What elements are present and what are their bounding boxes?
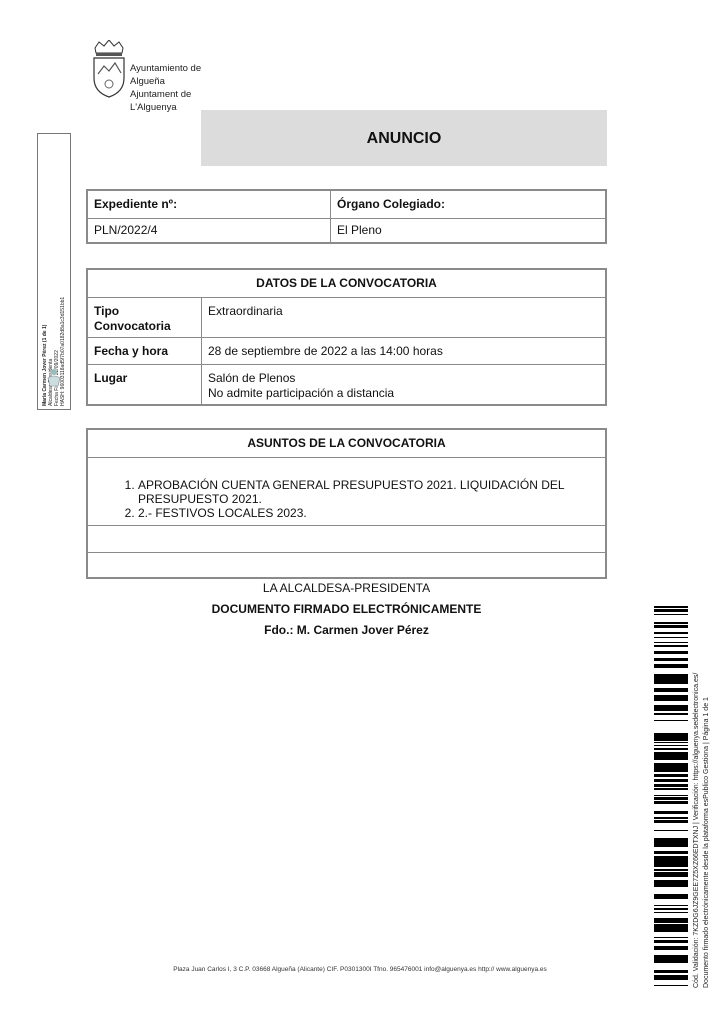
- verification-code: Cód. Validación: 7KZDG6JZ9GEE7Z5XZ66EDTXNJ | Verificación: https://alguenya.sedelectronica.es/: [693, 672, 700, 988]
- verification-platform: Documento firmado electrónicamente desde la plataforma esPublico Gestiona | Página 1 de 1: [703, 697, 710, 988]
- lugar-label: Lugar: [94, 371, 128, 385]
- datos-heading: DATOS DE LA CONVOCATORIA: [256, 276, 437, 290]
- asuntos-table: [86, 428, 607, 579]
- fecha-label: Fecha y hora: [94, 344, 169, 358]
- datos-row-tipo: [88, 298, 605, 338]
- expediente-table: [86, 189, 607, 244]
- org-name-es: Ayuntamiento de Algueña: [130, 63, 202, 87]
- agenda-item: 2. 2.- FESTIVOS LOCALES 2023.: [138, 506, 569, 520]
- expediente-value-row: [88, 219, 605, 242]
- datos-heading-row: [88, 270, 605, 298]
- signature-name: Fdo.: M. Carmen Jover Pérez: [264, 623, 429, 637]
- asuntos-items-row: [88, 458, 605, 526]
- title-band: [201, 110, 607, 166]
- lugar-value-line2: No admite participación a distancia: [208, 386, 395, 400]
- asuntos-heading-row: [88, 430, 605, 458]
- page-title: ANUNCIO: [366, 130, 442, 147]
- asuntos-empty-row: [88, 553, 605, 577]
- stamp-signer: María Carmen Jover Pérez (1 de 1): [42, 324, 48, 406]
- signature-role: LA ALCALDESA-PRESIDENTA: [262, 581, 431, 595]
- organo-label: Órgano Colegiado:: [337, 197, 445, 211]
- agenda-item: 1. APROBACIÓN CUENTA GENERAL PRESUPUESTO 2021. LIQUIDACIÓN DEL PRESUPUESTO 2021.: [138, 478, 569, 506]
- agenda-list: [88, 478, 605, 520]
- tipo-label: Tipo Convocatoria: [94, 304, 171, 333]
- tipo-value: Extraordinaria: [208, 304, 283, 318]
- organo-value: El Pleno: [337, 223, 382, 237]
- municipal-logo: [90, 40, 210, 113]
- org-name-val: Ajuntament de L'Alguenya: [130, 89, 192, 113]
- asuntos-heading: ASUNTOS DE LA CONVOCATORIA: [247, 436, 446, 450]
- datos-table: [86, 268, 607, 406]
- fecha-value: 28 de septiembre de 2022 a las 14:00 horas: [208, 344, 443, 358]
- asuntos-empty-row: [88, 526, 605, 553]
- coat-of-arms-icon: [90, 40, 128, 98]
- verification-text: [692, 608, 712, 988]
- stamp-hash: HASH: 96003118ad5f7b07a0182d8a1c3d151bb1: [60, 296, 66, 406]
- expediente-label: Expediente nº:: [94, 197, 178, 211]
- footer-address: Plaza Juan Carlos I, 3 C.P. 03668 Algueña (Alicante) CIF. P0301300I Tfno. 965476001 info@alguenya.es http:// www.alguenya.es: [173, 966, 547, 973]
- lugar-value: [202, 365, 605, 404]
- signature-stamp: [37, 133, 71, 410]
- barcode-icon: [654, 606, 688, 988]
- seal-icon: [45, 366, 63, 388]
- datos-row-fecha: [88, 338, 605, 365]
- datos-row-lugar: [88, 365, 605, 404]
- expediente-header-row: [88, 191, 605, 219]
- expediente-value: PLN/2022/4: [94, 223, 158, 237]
- signature-signed: DOCUMENTO FIRMADO ELECTRÓNICAMENTE: [211, 602, 482, 616]
- lugar-value-line1: Salón de Plenos: [208, 371, 296, 385]
